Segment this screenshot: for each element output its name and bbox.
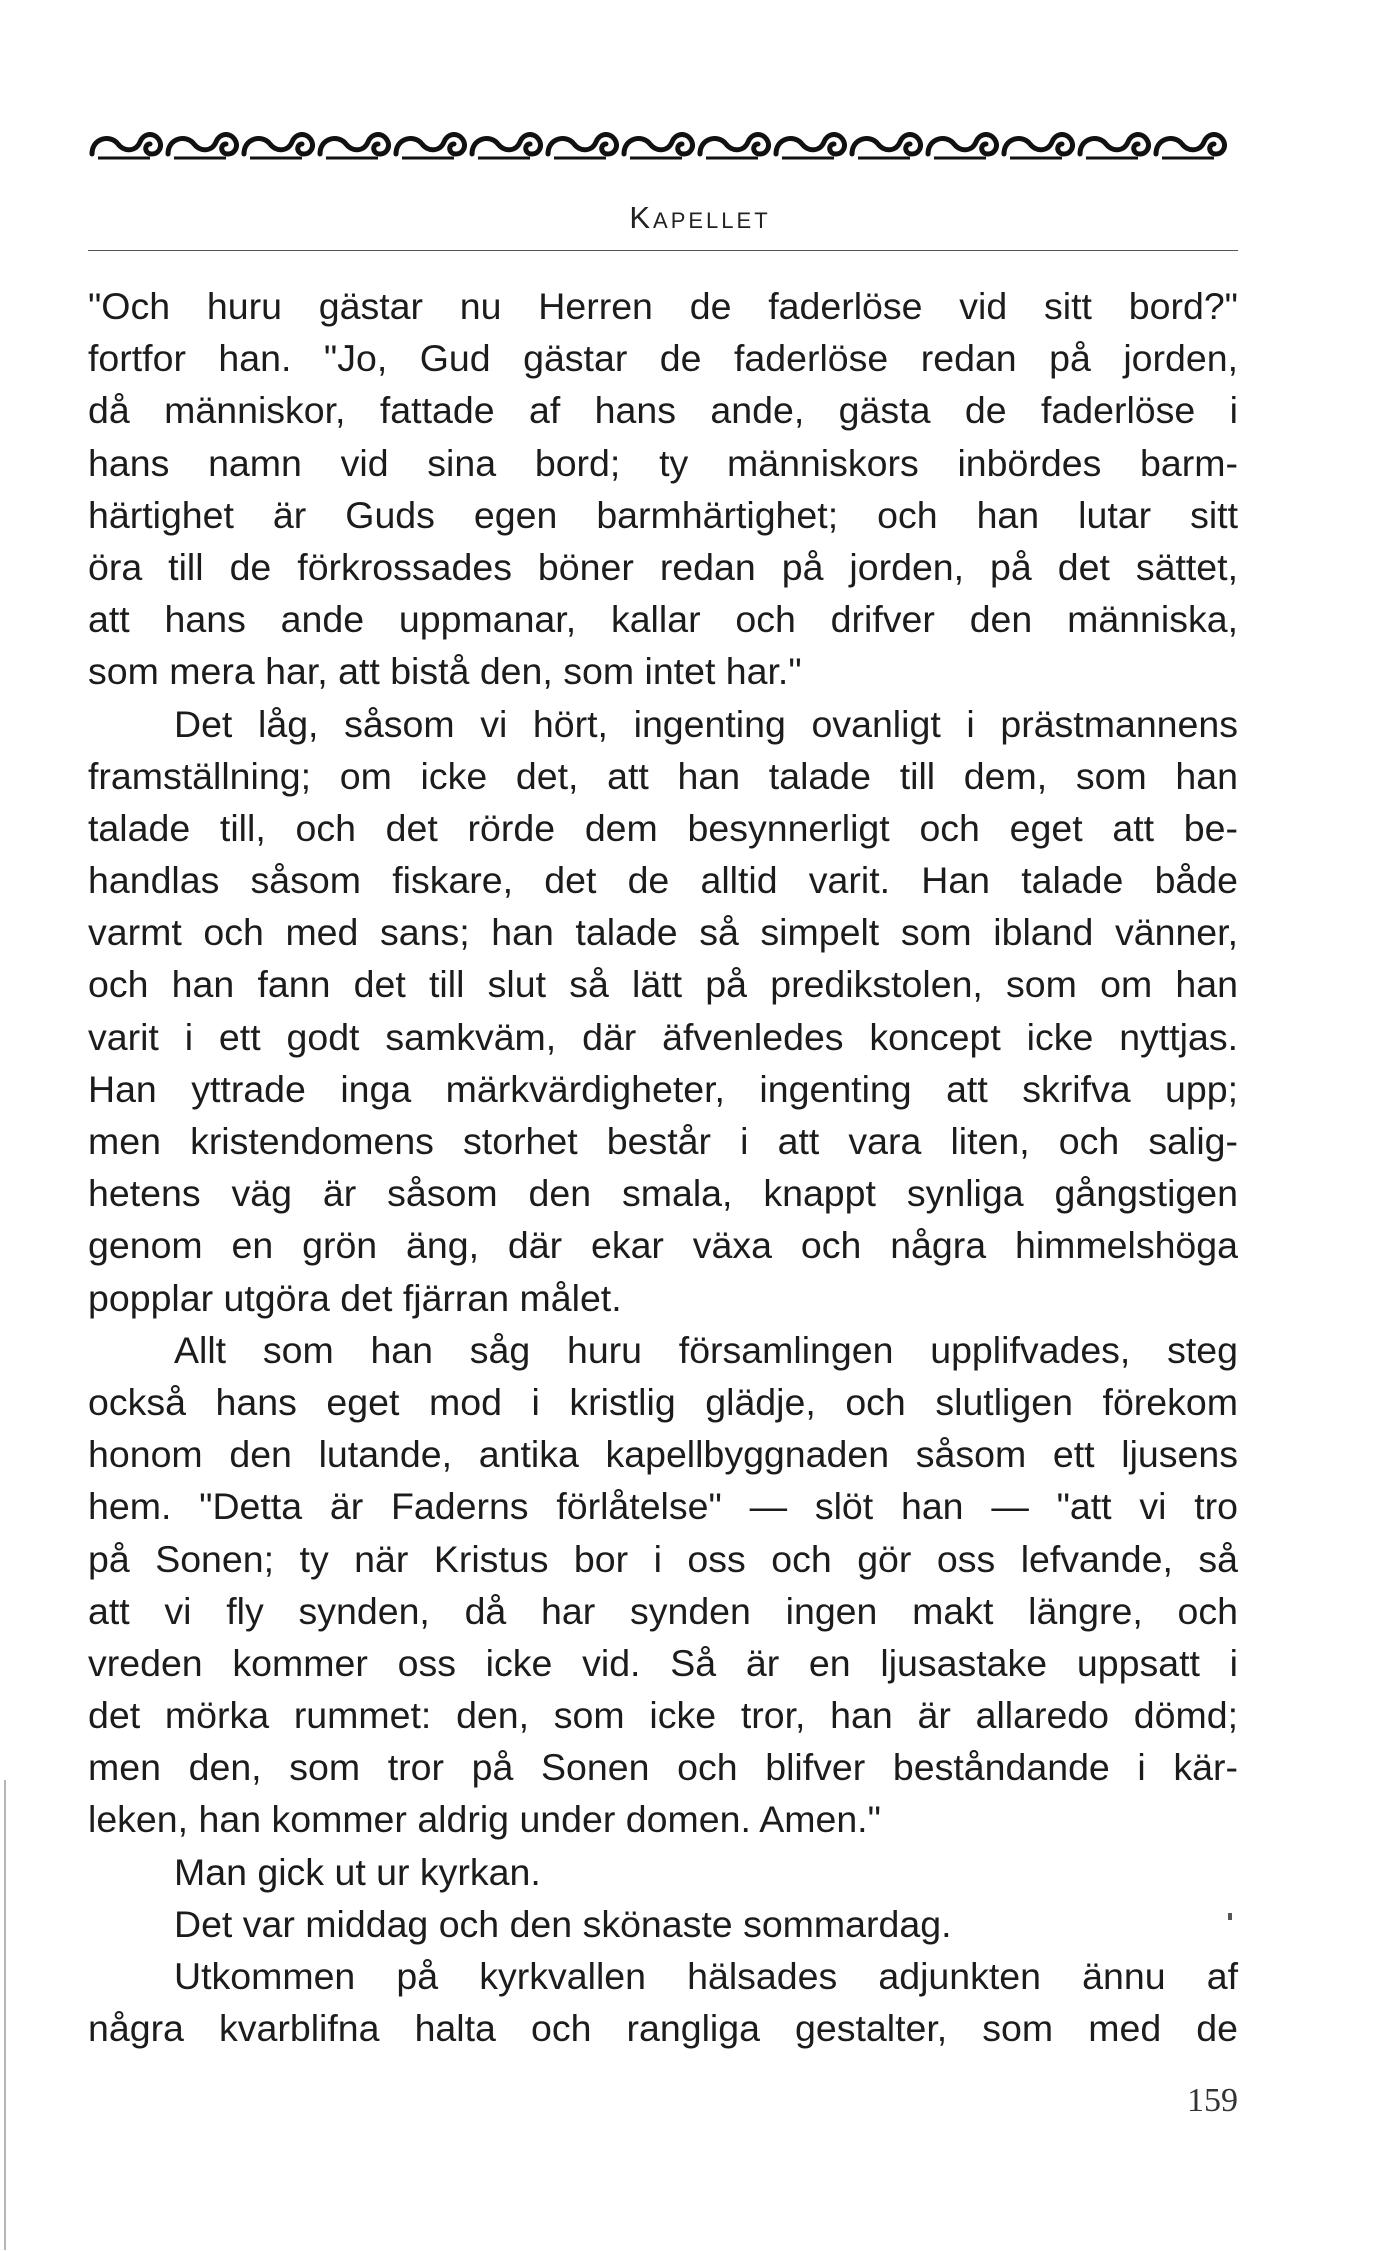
text-line: att vi fly synden, då har synden ingen makt längre, och xyxy=(88,1589,1238,1632)
text-line: att hans ande uppmanar, kallar och drifver den människa, xyxy=(88,598,1238,641)
text-line: härtighet är Guds egen barmhärtighet; och han lutar sitt xyxy=(88,493,1238,536)
text-line: hetens väg är såsom den smala, knappt synliga gångstigen xyxy=(88,1172,1238,1215)
text-line: fortfor han. "Jo, Gud gästar de faderlöse redan på jorden, xyxy=(88,337,1238,380)
body-text xyxy=(88,280,1238,2054)
binding-edge-line xyxy=(4,1780,6,2250)
text-line: men kristendomens storhet består i att vara liten, och salig- xyxy=(88,1120,1238,1162)
text-line: vreden kommer oss icke vid. Så är en ljusastake uppsatt i xyxy=(88,1641,1238,1684)
text-line: på Sonen; ty när Kristus bor i oss och gör oss lefvande, så xyxy=(88,1537,1238,1580)
text-line: hem. "Detta är Faderns förlåtelse" — slöt han — "att vi tro xyxy=(88,1485,1238,1528)
running-head: Kapellet xyxy=(629,200,771,235)
text-line: Han yttrade inga märkvärdigheter, ingenting att skrifva upp; xyxy=(88,1067,1238,1110)
text-line: Man gick ut ur kyrkan. xyxy=(174,1850,541,1893)
page-number: 159 xyxy=(1187,2082,1238,2119)
header-rule xyxy=(88,250,1238,251)
text-line: Utkommen på kyrkvallen hälsades adjunkten ännu af xyxy=(174,1955,1238,1997)
text-line: några kvarblifna halta och rangliga gestalter, som med de xyxy=(88,2007,1238,2050)
text-line: honom den lutande, antika kapellbyggnaden såsom ett ljusens xyxy=(88,1433,1238,1476)
text-line: och han fann det till slut så lätt på predikstolen, som om han xyxy=(88,963,1238,1006)
text-line: hans namn vid sina bord; ty människors inbördes barm- xyxy=(88,441,1238,484)
text-line: öra till de förkrossades böner redan på jorden, på det sättet, xyxy=(88,545,1238,588)
text-line: också hans eget mod i kristlig glädje, och slutligen förekom xyxy=(88,1380,1238,1423)
text-line: men den, som tror på Sonen och blifver beståndande i kär- xyxy=(88,1746,1238,1789)
text-line: framställning; om icke det, att han talade till dem, som han xyxy=(88,754,1238,797)
text-line: talade till, och det rörde dem besynnerligt och eget att be- xyxy=(88,806,1238,849)
text-line: popplar utgöra det fjärran målet. xyxy=(88,1276,622,1319)
text-line: som mera har, att bistå den, som intet har." xyxy=(88,650,802,693)
text-line: varmt och med sans; han talade så simpelt som ibland vänner, xyxy=(88,911,1238,954)
text-line: leken, han kommer aldrig under domen. Amen." xyxy=(88,1798,881,1841)
decorative-header-ornament xyxy=(88,124,1238,170)
text-line: Det låg, såsom vi hört, ingenting ovanligt i prästmannens xyxy=(174,702,1238,745)
text-line: Allt som han såg huru församlingen upplifvades, steg xyxy=(174,1328,1238,1371)
text-line: Det var middag och den skönaste sommardag. xyxy=(174,1902,952,1945)
text-line: då människor, fattade af hans ande, gästa de faderlöse i xyxy=(88,389,1238,432)
text-line: genom en grön äng, där ekar växa och några himmelshöga xyxy=(88,1224,1238,1267)
text-line: "Och huru gästar nu Herren de faderlöse vid sitt bord?" xyxy=(88,285,1238,327)
text-line: det mörka rummet: den, som icke tror, han är allaredo dömd; xyxy=(88,1694,1238,1737)
text-line: varit i ett godt samkväm, där äfvenledes koncept icke nyttjas. xyxy=(88,1015,1238,1058)
text-line: handlas såsom fiskare, det de alltid varit. Han talade både xyxy=(88,859,1238,902)
print-speck xyxy=(1228,1913,1232,1920)
